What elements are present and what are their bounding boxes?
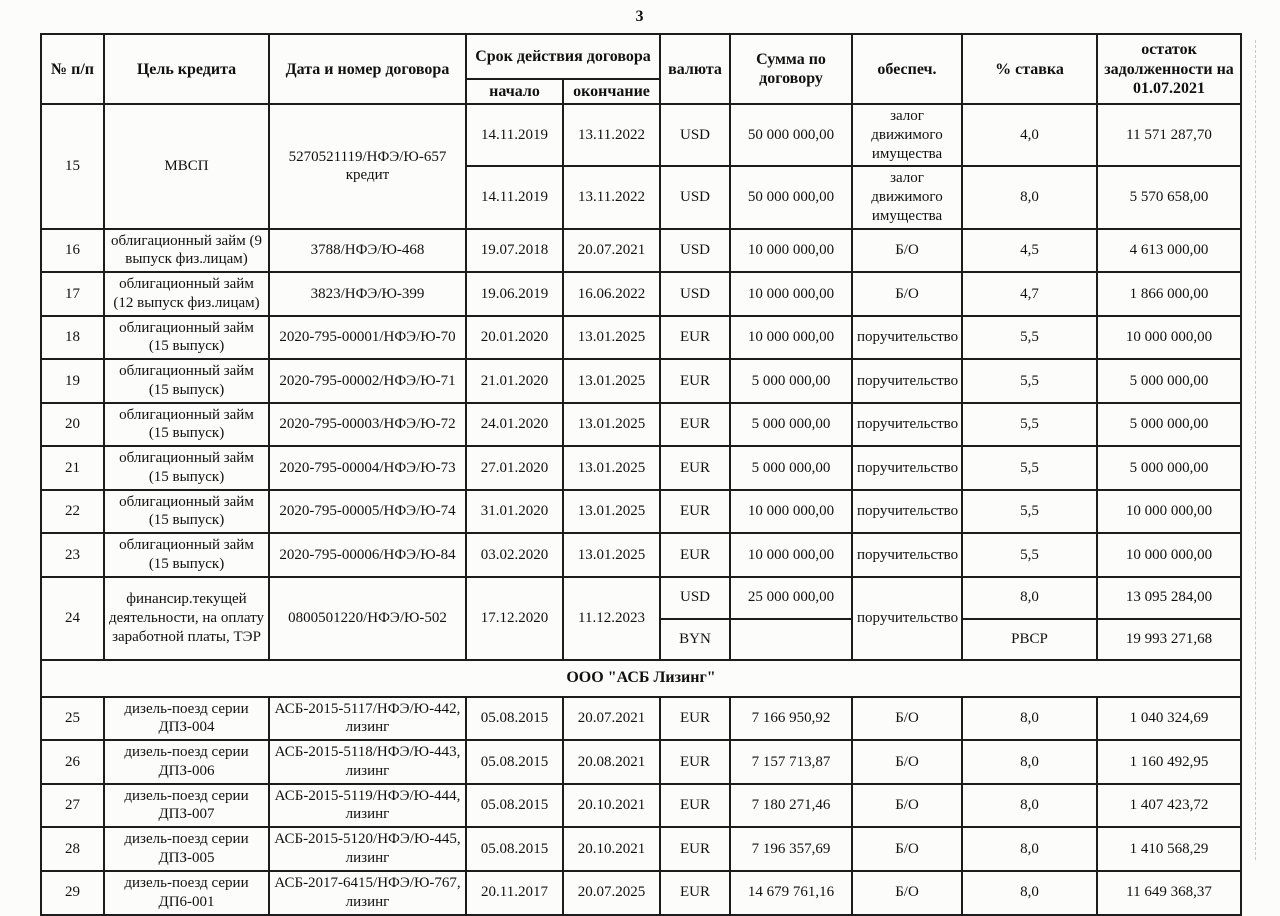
cell-contract: 2020-795-00005/НФЭ/Ю-74 [269, 490, 466, 534]
cell-contract: 3788/НФЭ/Ю-468 [269, 229, 466, 273]
cell-amount: 5 000 000,00 [730, 359, 852, 403]
scan-artifact-line [1255, 40, 1256, 860]
cell-security: Б/О [852, 871, 962, 915]
cell-end: 20.07.2021 [563, 697, 660, 741]
cell-end: 20.08.2021 [563, 740, 660, 784]
cell-end: 13.01.2025 [563, 446, 660, 490]
cell-contract: 2020-795-00004/НФЭ/Ю-73 [269, 446, 466, 490]
cell-currency: EUR [660, 871, 730, 915]
cell-currency: EUR [660, 490, 730, 534]
cell-purpose: финансир.текущей деятельности, на оплату заработной платы, ТЭР [104, 577, 269, 660]
cell-currency: EUR [660, 827, 730, 871]
header-currency: валюта [660, 34, 730, 104]
cell-rate: 5,5 [962, 316, 1097, 360]
cell-rate: 5,5 [962, 359, 1097, 403]
cell-purpose: МВСП [104, 104, 269, 229]
cell-contract: 2020-795-00003/НФЭ/Ю-72 [269, 403, 466, 447]
cell-start: 14.11.2019 [466, 104, 563, 166]
cell-num: 23 [41, 533, 104, 577]
cell-start: 05.08.2015 [466, 784, 563, 828]
cell-rate: 8,0 [962, 577, 1097, 619]
cell-amount [730, 619, 852, 660]
header-contract: Дата и номер договора [269, 34, 466, 104]
cell-purpose: дизель-поезд серии ДПЗ-006 [104, 740, 269, 784]
table-row [41, 697, 1241, 741]
cell-contract [269, 871, 466, 915]
cell-start: 19.06.2019 [466, 272, 563, 316]
table-row [41, 359, 1241, 403]
header-amount: Сумма по договору [730, 34, 852, 104]
cell-rate: 8,0 [962, 827, 1097, 871]
cell-currency: EUR [660, 740, 730, 784]
cell-end: 13.01.2025 [563, 359, 660, 403]
table-row [41, 104, 1241, 166]
contract-line-1: АСБ-2015-5117/НФЭ/Ю-442, [274, 700, 461, 717]
cell-num: 24 [41, 577, 104, 660]
cell-num: 17 [41, 272, 104, 316]
cell-balance: 11 649 368,37 [1097, 871, 1241, 915]
cell-security: Б/О [852, 272, 962, 316]
cell-security: поручительство [852, 403, 962, 447]
cell-balance: 13 095 284,00 [1097, 577, 1241, 619]
cell-start: 31.01.2020 [466, 490, 563, 534]
cell-purpose: облигационный займ (15 выпуск) [104, 316, 269, 360]
cell-security: поручительство [852, 533, 962, 577]
table-row [41, 871, 1241, 915]
cell-currency: USD [660, 166, 730, 228]
table-row [41, 827, 1241, 871]
table-row [41, 784, 1241, 828]
contract-line-2: лизинг [345, 893, 390, 910]
cell-start: 27.01.2020 [466, 446, 563, 490]
cell-amount: 10 000 000,00 [730, 490, 852, 534]
header-num: № п/п [41, 34, 104, 104]
cell-security: Б/О [852, 740, 962, 784]
cell-contract [269, 104, 466, 229]
cell-amount: 50 000 000,00 [730, 104, 852, 166]
cell-contract: 3823/НФЭ/Ю-399 [269, 272, 466, 316]
credits-table [40, 33, 1242, 916]
cell-amount: 25 000 000,00 [730, 577, 852, 619]
cell-purpose: дизель-поезд серии ДПЗ-007 [104, 784, 269, 828]
header-term-end: окончание [563, 79, 660, 104]
cell-start: 05.08.2015 [466, 827, 563, 871]
cell-rate: 4,0 [962, 104, 1097, 166]
table-row [41, 316, 1241, 360]
cell-start: 24.01.2020 [466, 403, 563, 447]
contract-line-1: АСБ-2017-6415/НФЭ/Ю-767, [274, 874, 461, 891]
cell-num: 29 [41, 871, 104, 915]
cell-security: Б/О [852, 697, 962, 741]
cell-start: 03.02.2020 [466, 533, 563, 577]
cell-rate: 5,5 [962, 533, 1097, 577]
cell-currency: USD [660, 104, 730, 166]
cell-security: Б/О [852, 784, 962, 828]
cell-currency: EUR [660, 403, 730, 447]
cell-start: 19.07.2018 [466, 229, 563, 273]
cell-balance: 1 040 324,69 [1097, 697, 1241, 741]
contract-line-1: АСБ-2015-5120/НФЭ/Ю-445, [274, 831, 461, 848]
cell-num: 19 [41, 359, 104, 403]
cell-balance: 1 160 492,95 [1097, 740, 1241, 784]
cell-security: поручительство [852, 577, 962, 660]
cell-contract: 2020-795-00002/НФЭ/Ю-71 [269, 359, 466, 403]
cell-purpose: облигационный займ (9 выпуск физ.лицам) [104, 229, 269, 273]
cell-end: 13.01.2025 [563, 316, 660, 360]
cell-purpose: дизель-поезд серии ДПЗ-004 [104, 697, 269, 741]
cell-start: 20.01.2020 [466, 316, 563, 360]
cell-end: 20.07.2025 [563, 871, 660, 915]
cell-amount: 7 166 950,92 [730, 697, 852, 741]
contract-line-2: кредит [345, 167, 390, 184]
cell-currency: USD [660, 229, 730, 273]
cell-purpose: дизель-поезд серии ДП6-001 [104, 871, 269, 915]
cell-rate: 8,0 [962, 784, 1097, 828]
cell-num: 26 [41, 740, 104, 784]
contract-line-2: лизинг [345, 719, 390, 736]
cell-purpose: облигационный займ (15 выпуск) [104, 533, 269, 577]
cell-end: 11.12.2023 [563, 577, 660, 660]
cell-num: 21 [41, 446, 104, 490]
cell-purpose: облигационный займ (15 выпуск) [104, 403, 269, 447]
cell-start: 17.12.2020 [466, 577, 563, 660]
cell-amount: 10 000 000,00 [730, 229, 852, 273]
cell-rate: РВСР [962, 619, 1097, 660]
cell-rate: 5,5 [962, 403, 1097, 447]
header-purpose: Цель кредита [104, 34, 269, 104]
cell-security: залог движимого имущества [852, 166, 962, 228]
cell-balance: 5 570 658,00 [1097, 166, 1241, 228]
cell-amount: 5 000 000,00 [730, 403, 852, 447]
cell-purpose: дизель-поезд серии ДПЗ-005 [104, 827, 269, 871]
cell-security: залог движимого имущества [852, 104, 962, 166]
cell-num: 20 [41, 403, 104, 447]
contract-line-2: лизинг [345, 849, 390, 866]
table-row [41, 229, 1241, 273]
cell-security: поручительство [852, 446, 962, 490]
cell-amount: 14 679 761,16 [730, 871, 852, 915]
cell-balance: 5 000 000,00 [1097, 359, 1241, 403]
cell-end: 13.01.2025 [563, 533, 660, 577]
cell-end: 13.11.2022 [563, 104, 660, 166]
header-term: Срок действия договора [466, 34, 660, 79]
table-row [41, 272, 1241, 316]
page-number: 3 [635, 8, 645, 25]
cell-contract [269, 784, 466, 828]
contract-line-2: лизинг [345, 762, 390, 779]
table-row [41, 740, 1241, 784]
cell-contract: 2020-795-00006/НФЭ/Ю-84 [269, 533, 466, 577]
table-header-row [41, 34, 1241, 79]
cell-amount: 7 196 357,69 [730, 827, 852, 871]
cell-rate: 4,7 [962, 272, 1097, 316]
cell-contract: 0800501220/НФЭ/Ю-502 [269, 577, 466, 660]
cell-security: Б/О [852, 229, 962, 273]
cell-amount: 10 000 000,00 [730, 533, 852, 577]
header-balance: остаток задолженности на 01.07.2021 [1097, 34, 1241, 104]
cell-contract: 2020-795-00001/НФЭ/Ю-70 [269, 316, 466, 360]
cell-amount: 7 180 271,46 [730, 784, 852, 828]
contract-line-1: АСБ-2015-5118/НФЭ/Ю-443, [274, 744, 461, 761]
header-security: обеспеч. [852, 34, 962, 104]
cell-balance: 5 000 000,00 [1097, 403, 1241, 447]
cell-rate: 4,5 [962, 229, 1097, 273]
cell-rate: 5,5 [962, 490, 1097, 534]
section-header-asb-leasing [41, 660, 1241, 697]
cell-end: 13.11.2022 [563, 166, 660, 228]
cell-currency: EUR [660, 316, 730, 360]
cell-balance: 10 000 000,00 [1097, 316, 1241, 360]
cell-currency: EUR [660, 697, 730, 741]
table-row [41, 577, 1241, 619]
cell-currency: EUR [660, 446, 730, 490]
cell-rate: 8,0 [962, 871, 1097, 915]
cell-balance: 10 000 000,00 [1097, 490, 1241, 534]
cell-end: 20.07.2021 [563, 229, 660, 273]
section-title: ООО "АСБ Лизинг" [41, 660, 1241, 697]
cell-amount: 10 000 000,00 [730, 272, 852, 316]
cell-end: 16.06.2022 [563, 272, 660, 316]
cell-end: 20.10.2021 [563, 827, 660, 871]
cell-balance: 4 613 000,00 [1097, 229, 1241, 273]
contract-line-1: АСБ-2015-5119/НФЭ/Ю-444, [274, 787, 461, 804]
cell-start: 05.08.2015 [466, 740, 563, 784]
cell-currency: USD [660, 577, 730, 619]
cell-start: 14.11.2019 [466, 166, 563, 228]
cell-start: 20.11.2017 [466, 871, 563, 915]
cell-balance: 1 410 568,29 [1097, 827, 1241, 871]
cell-currency: EUR [660, 784, 730, 828]
cell-end: 20.10.2021 [563, 784, 660, 828]
cell-start: 21.01.2020 [466, 359, 563, 403]
contract-line-2: лизинг [345, 806, 390, 823]
cell-balance: 1 407 423,72 [1097, 784, 1241, 828]
cell-purpose: облигационный займ (15 выпуск) [104, 359, 269, 403]
cell-purpose: облигационный займ (12 выпуск физ.лицам) [104, 272, 269, 316]
cell-security: поручительство [852, 316, 962, 360]
cell-amount: 10 000 000,00 [730, 316, 852, 360]
cell-purpose: облигационный займ (15 выпуск) [104, 446, 269, 490]
cell-contract [269, 697, 466, 741]
cell-rate: 8,0 [962, 740, 1097, 784]
cell-contract [269, 740, 466, 784]
header-rate: % ставка [962, 34, 1097, 104]
cell-start: 05.08.2015 [466, 697, 563, 741]
cell-rate: 8,0 [962, 697, 1097, 741]
cell-currency: EUR [660, 359, 730, 403]
cell-num: 15 [41, 104, 104, 229]
table-row [41, 490, 1241, 534]
table-row [41, 403, 1241, 447]
cell-currency: EUR [660, 533, 730, 577]
cell-security: поручительство [852, 359, 962, 403]
cell-currency: BYN [660, 619, 730, 660]
table-row [41, 533, 1241, 577]
cell-amount: 50 000 000,00 [730, 166, 852, 228]
cell-security: поручительство [852, 490, 962, 534]
cell-num: 18 [41, 316, 104, 360]
cell-security: Б/О [852, 827, 962, 871]
cell-balance: 19 993 271,68 [1097, 619, 1241, 660]
cell-contract [269, 827, 466, 871]
cell-currency: USD [660, 272, 730, 316]
cell-balance: 1 866 000,00 [1097, 272, 1241, 316]
header-term-start: начало [466, 79, 563, 104]
cell-rate: 5,5 [962, 446, 1097, 490]
cell-purpose: облигационный займ (15 выпуск) [104, 490, 269, 534]
cell-rate: 8,0 [962, 166, 1097, 228]
table-row [41, 446, 1241, 490]
cell-amount: 5 000 000,00 [730, 446, 852, 490]
cell-end: 13.01.2025 [563, 403, 660, 447]
cell-amount: 7 157 713,87 [730, 740, 852, 784]
cell-num: 16 [41, 229, 104, 273]
cell-end: 13.01.2025 [563, 490, 660, 534]
cell-balance: 10 000 000,00 [1097, 533, 1241, 577]
cell-num: 28 [41, 827, 104, 871]
cell-num: 27 [41, 784, 104, 828]
cell-balance: 5 000 000,00 [1097, 446, 1241, 490]
cell-num: 22 [41, 490, 104, 534]
cell-num: 25 [41, 697, 104, 741]
cell-balance: 11 571 287,70 [1097, 104, 1241, 166]
contract-line-1: 5270521119/НФЭ/Ю-657 [288, 148, 447, 165]
